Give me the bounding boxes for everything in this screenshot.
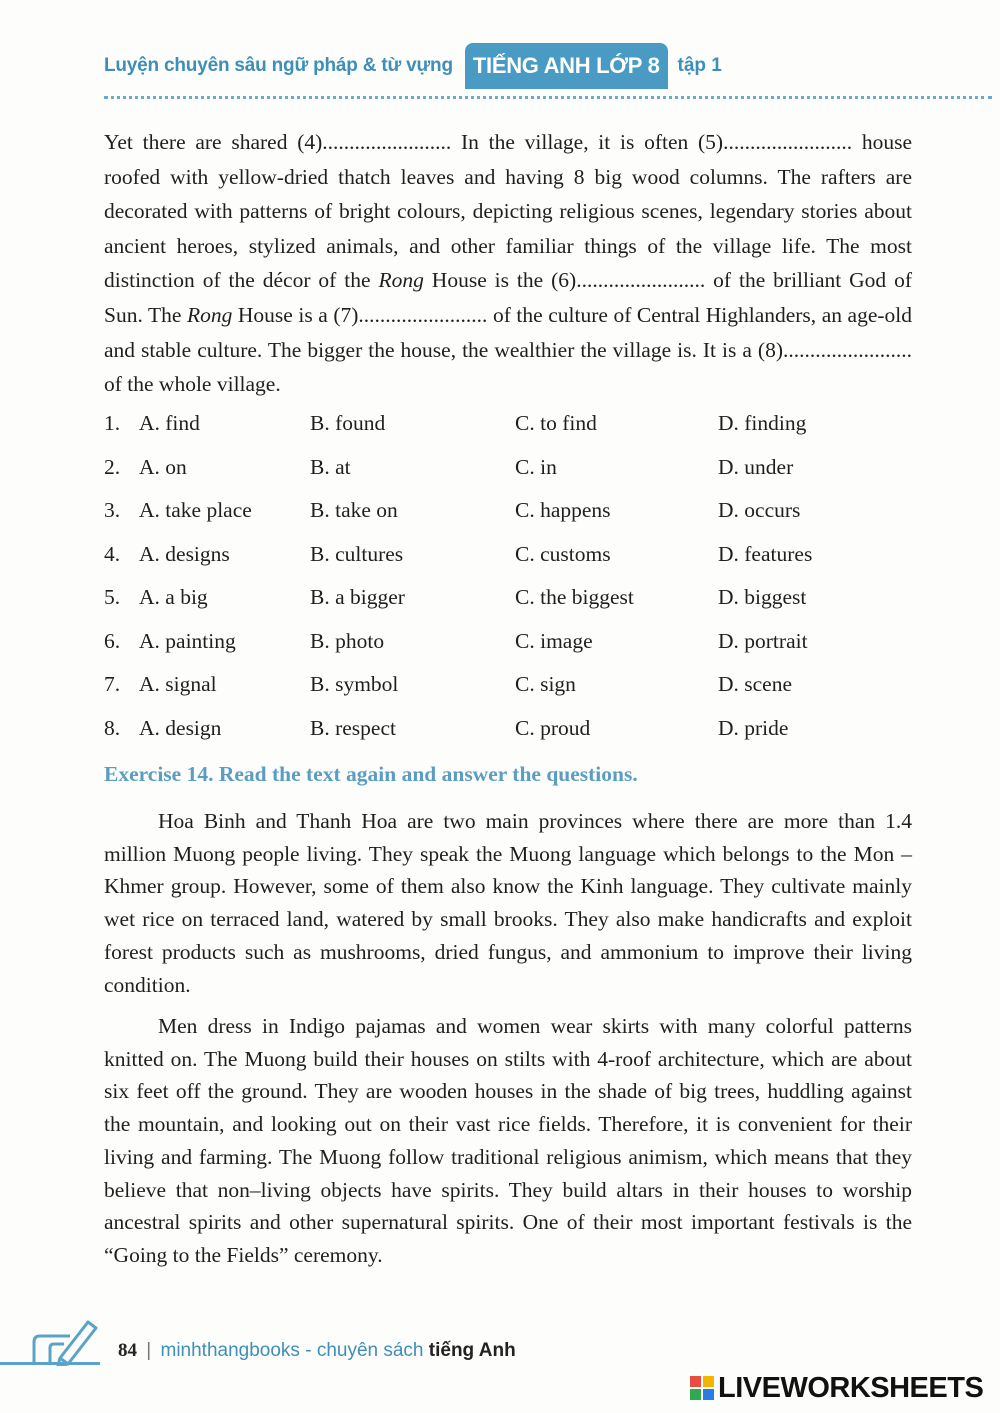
option-a[interactable]: A. design	[139, 715, 222, 740]
page-footer	[0, 1310, 600, 1380]
option-d[interactable]: D. features	[718, 541, 813, 566]
option-c[interactable]: C. to find	[515, 411, 597, 435]
option-c[interactable]: C. image	[515, 628, 593, 653]
reading-passage	[104, 125, 912, 402]
passage-text	[104, 125, 912, 402]
book-title: Luyện chuyên sâu ngữ pháp & từ vựng	[104, 55, 453, 76]
option-b[interactable]: B. take on	[310, 498, 398, 522]
header-divider	[104, 96, 992, 99]
option-c[interactable]: C. customs	[515, 541, 611, 566]
passage-italic-rong-1: Rong	[378, 268, 424, 293]
option-b[interactable]: B. at	[310, 454, 351, 479]
passage-italic-rong-2: Rong	[186, 302, 233, 327]
option-d[interactable]: D. finding	[718, 411, 807, 435]
option-b[interactable]: B. cultures	[310, 541, 404, 566]
option-a[interactable]: A. find	[139, 411, 200, 435]
pen-writing-icon	[30, 1314, 100, 1366]
option-d[interactable]: D. under	[718, 454, 794, 479]
publisher-name: minhthangbooks - chuyên sách	[160, 1340, 424, 1361]
option-row-7	[104, 668, 914, 712]
option-d[interactable]: D. scene	[718, 672, 793, 696]
option-d[interactable]: D. biggest	[718, 585, 807, 609]
question-number: 4.	[104, 541, 121, 566]
passage-line-1: Yet there are shared (4)........................ In the village, it is often (5)........................	[104, 130, 853, 154]
option-a[interactable]: A. signal	[139, 672, 217, 696]
option-b[interactable]: B. a bigger	[310, 585, 405, 609]
option-c[interactable]: C. happens	[515, 498, 611, 522]
liveworksheets-brand[interactable]	[690, 1372, 983, 1404]
question-number: 7.	[104, 672, 121, 696]
option-d[interactable]: D. pride	[718, 715, 789, 740]
option-row-4	[104, 538, 914, 582]
question-number: 5.	[104, 585, 121, 609]
option-b[interactable]: B. respect	[310, 715, 396, 740]
page-header	[104, 38, 984, 94]
exercise-paragraph-2: Men dress in Indigo pajamas and women wear skirts with many colorful patterns knitted on. The Muong build their houses on stilts with 4-roof architecture, which are about six feet off the ground. They are wooden houses in the shade of big trees, huddling against the mountain, and looking out on their vast rice fields. Therefore, it is convenient for their living and farming. The Muong follow traditional religious animism, which means that they believe that non–living objects have spirits. They build altars in their houses to worship ancestral spirits and other supernatural spirits. One of their most important festivals is the “Going to the Fields” ceremony.	[104, 1014, 912, 1267]
option-d[interactable]: D. portrait	[718, 628, 808, 653]
option-a[interactable]: A. on	[139, 454, 187, 479]
option-b[interactable]: B. symbol	[310, 672, 399, 696]
option-c[interactable]: C. the biggest	[515, 585, 634, 609]
publisher-bold: tiếng Anh	[428, 1340, 516, 1361]
option-row-2	[104, 451, 914, 495]
option-a[interactable]: A. take place	[139, 498, 252, 522]
exercise-title: Exercise 14. Read the text again and answer the questions.	[104, 762, 638, 786]
option-c[interactable]: C. sign	[515, 672, 576, 696]
option-d[interactable]: D. occurs	[718, 498, 801, 522]
question-number: 1.	[104, 411, 121, 435]
option-row-1	[104, 407, 914, 451]
option-row-8	[104, 712, 914, 756]
question-number: 3.	[104, 498, 121, 522]
option-row-5	[104, 581, 914, 625]
footer-text	[118, 1340, 516, 1362]
option-c[interactable]: C. in	[515, 454, 557, 479]
answer-options	[104, 407, 914, 755]
liveworksheets-logo-icon	[690, 1376, 714, 1400]
question-number: 6.	[104, 628, 121, 653]
exercise-paragraph-1: Hoa Binh and Thanh Hoa are two main provinces where there are more than 1.4 million Muong people living. They speak the Muong language which belongs to the Mon – Khmer group. However, some of them also know the Kinh language. They cultivate mainly wet rice on terraced land, watered by small brooks. They also make handicrafts and exploit forest products such as mushrooms, dried fungus, and ammonium to improve their living condition.	[104, 809, 912, 997]
option-a[interactable]: A. a big	[139, 585, 208, 609]
passage-part-2: house roofed with yellow-dried thatch leaves and having 8 big wood columns. The rafters are decorated with patterns of bright colours, depicting religious scenes, legendary stories about ancient heroes, stylized animals, and other familiar things of the village life. The most distinction of the décor of the	[104, 130, 913, 293]
option-b[interactable]: B. photo	[310, 628, 385, 653]
option-b[interactable]: B. found	[310, 411, 386, 435]
option-c[interactable]: C. proud	[515, 715, 591, 740]
option-row-6	[104, 625, 914, 669]
option-row-3	[104, 494, 914, 538]
volume-label: tập 1	[677, 55, 722, 76]
grade-badge: TIẾNG ANH LỚP 8	[465, 43, 668, 89]
option-a[interactable]: A. painting	[139, 628, 236, 653]
passage-part-4: House is a (7)........................ of the culture of Central Highlanders, an age-old and stable culture. The bigger the house, the wealthier the village is. It is a (8)........................ of the whole village.	[104, 302, 913, 397]
page-number: 84	[118, 1340, 137, 1361]
footer-separator: |	[146, 1340, 152, 1361]
option-a[interactable]: A. designs	[139, 541, 230, 566]
passage-part-3: House is the (6)........................ of the brilliant God of Sun. The	[104, 268, 913, 327]
question-number: 8.	[104, 715, 121, 740]
brand-text: LIVEWORKSHEETS	[718, 1371, 984, 1404]
question-number: 2.	[104, 454, 121, 479]
